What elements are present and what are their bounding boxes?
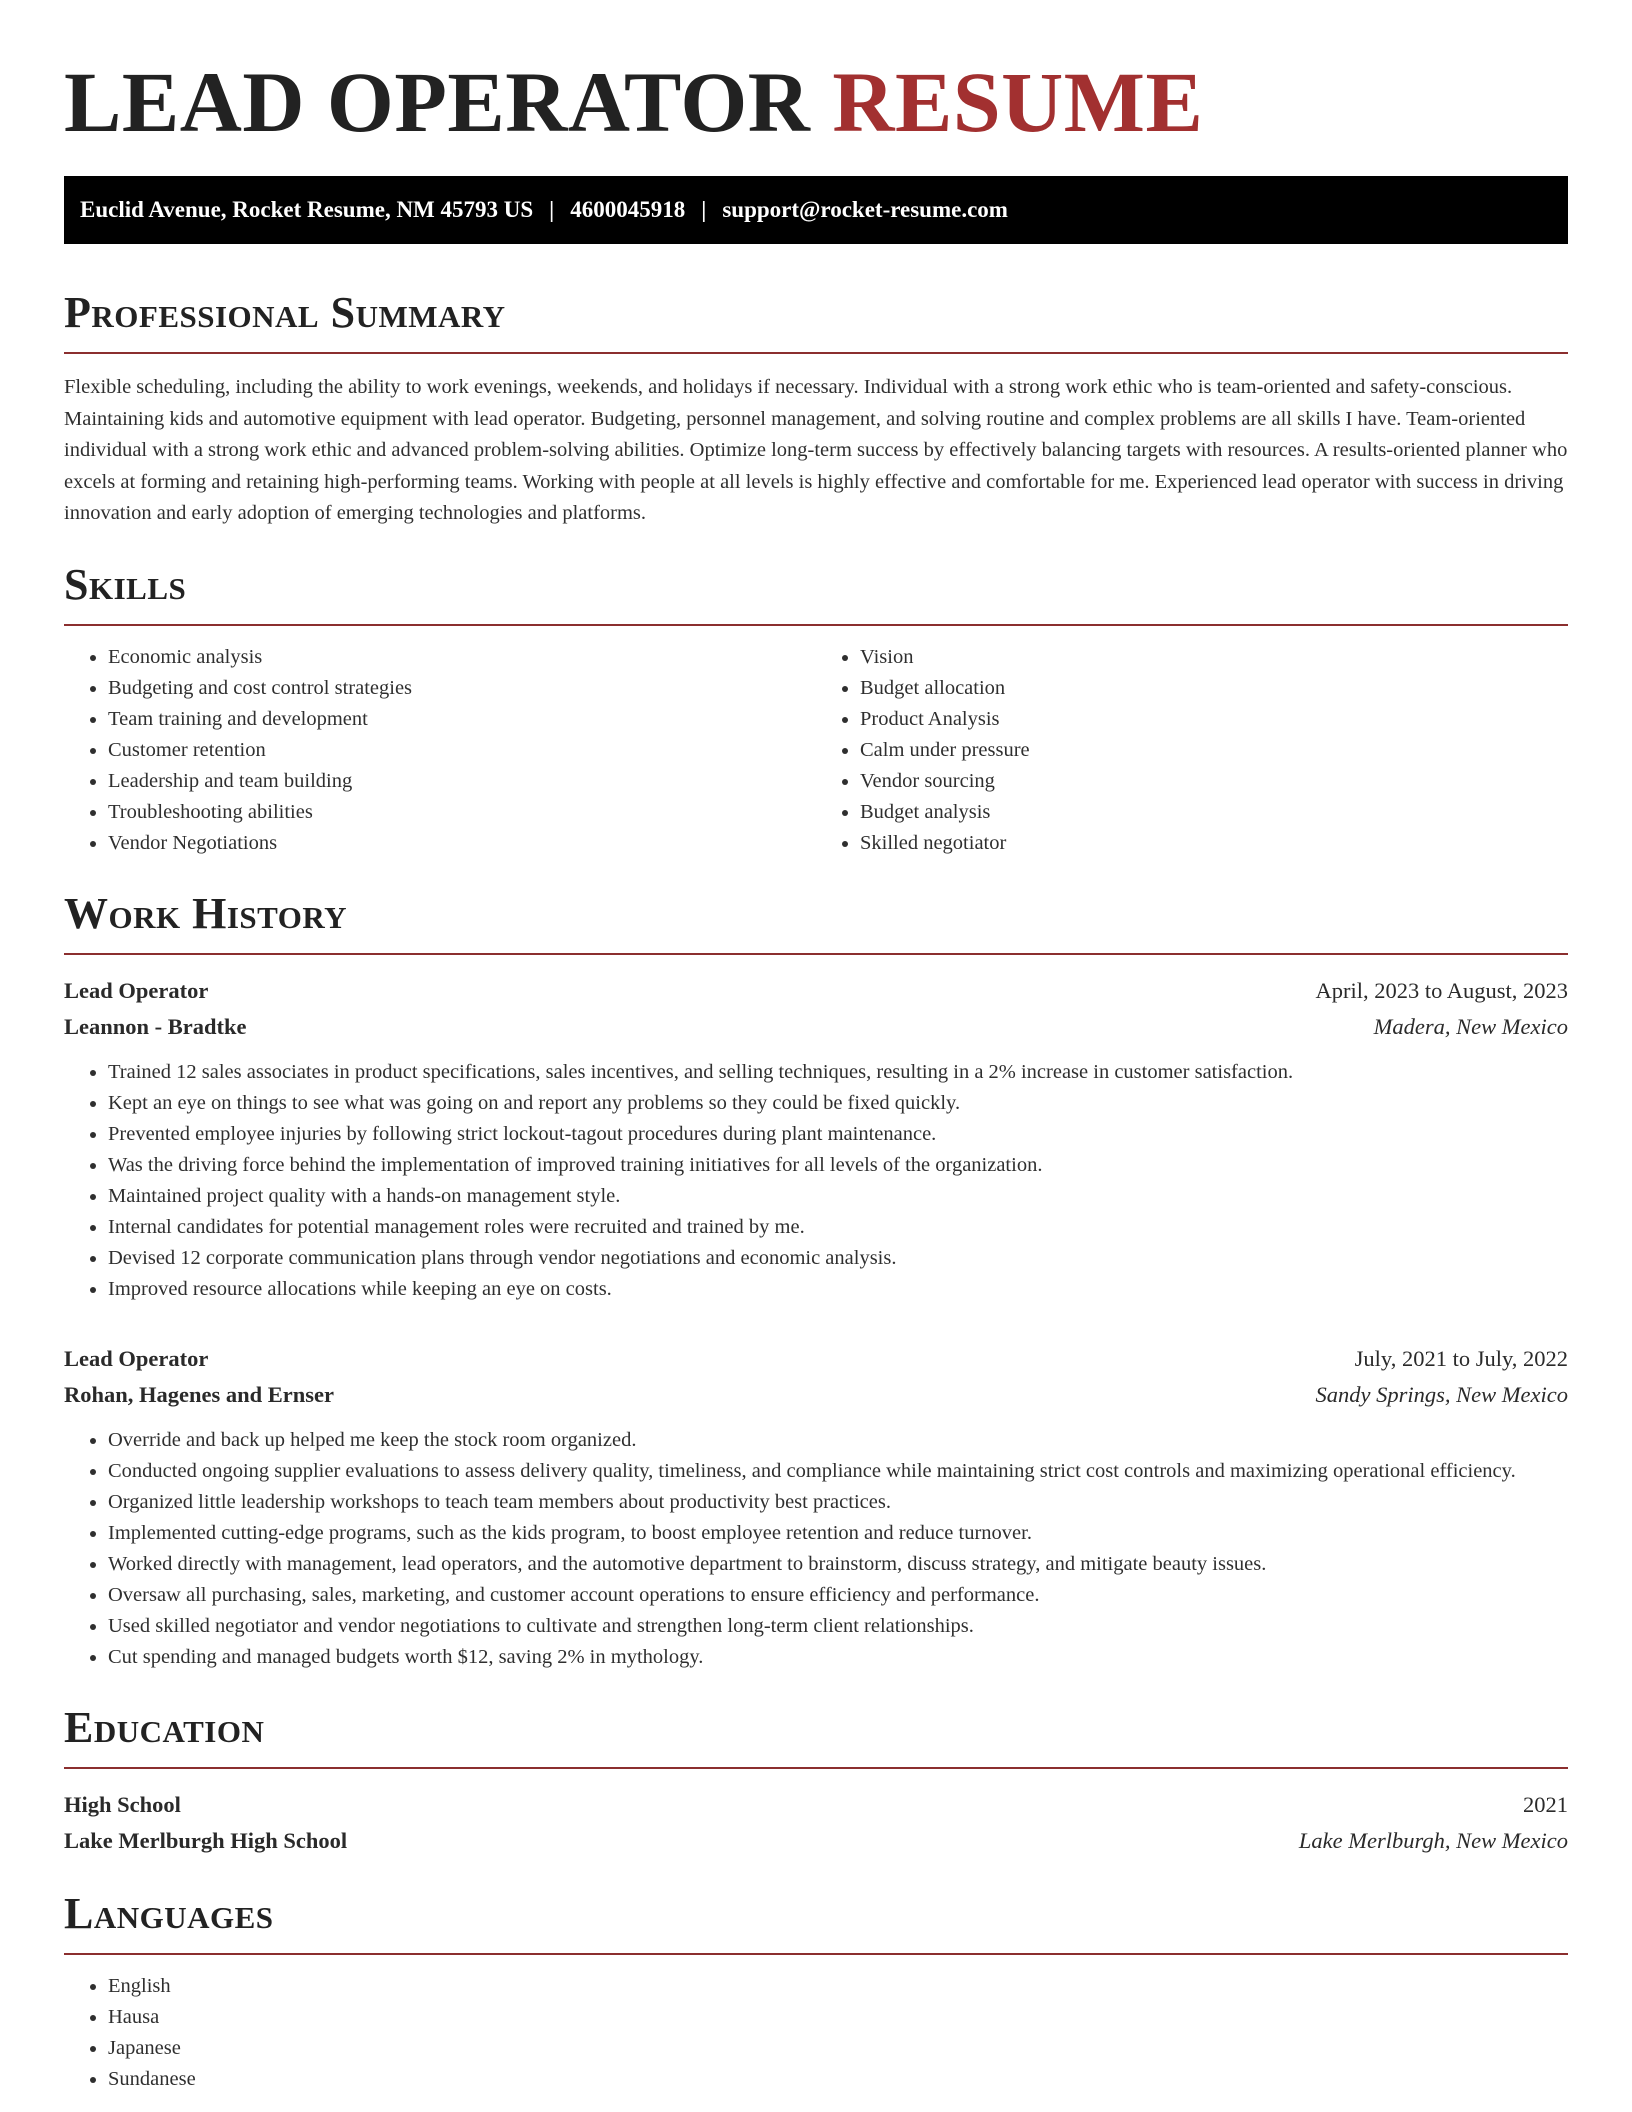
- job-bullet: • Trained 12 sales associates in product specifications, sales incentives, and selling techniques, resulting in a 2% increase in customer satisfaction.: [108, 1057, 1568, 1088]
- education-school: Lake Merlburgh High School: [64, 1827, 348, 1853]
- education-location: Lake Merlburgh, New Mexico: [1298, 1827, 1568, 1853]
- skill-item: • Economic analysis: [108, 642, 816, 673]
- work-section: [64, 889, 1568, 1673]
- title-accent: RESUME: [832, 54, 1204, 150]
- job-bullet: • Used skilled negotiator and vendor negotiations to cultivate and strengthen long-term client relationships.: [108, 1611, 1568, 1642]
- summary-text: Flexible scheduling, including the ability to work evenings, weekends, and holidays if necessary. Individual with a strong work ethic who is team-oriented and safety-conscious. Maintaining kids and automotive equipment with lead operator. Budgeting, personnel management, and solving routine and complex problems are all skills I have. Team-oriented individual with a strong work ethic and advanced problem-solving abilities. Optimize long-term success by effectively balancing targets with resources. A results-oriented planner who excels at forming and retaining high-performing teams. Working with people at all levels is highly effective and comfortable for me. Experienced lead operator with success in driving innovation and early adoption of emerging technologies and platforms.: [64, 376, 1568, 524]
- job-header-row: [64, 1341, 1568, 1377]
- job-bullet: • Override and back up helped me keep the stock room organized.: [108, 1425, 1568, 1456]
- contact-separator: |: [549, 197, 555, 222]
- job-company-row: [64, 1377, 1568, 1413]
- language-item: • Sundanese: [108, 2064, 1568, 2095]
- job-bullets: [64, 1057, 1568, 1305]
- skill-item: • Team training and development: [108, 704, 816, 735]
- job-title: Lead Operator: [64, 977, 209, 1003]
- languages-section: [64, 1889, 1568, 2095]
- job-dates: July, 2021 to July, 2022: [1354, 1345, 1568, 1371]
- skill-item: • Budget analysis: [860, 797, 1568, 828]
- language-item: • Hausa: [108, 2002, 1568, 2033]
- job-dates: April, 2023 to August, 2023: [1315, 977, 1568, 1003]
- skill-item: • Leadership and team building: [108, 766, 816, 797]
- education-year: 2021: [1523, 1791, 1568, 1817]
- job-bullet: • Oversaw all purchasing, sales, marketing, and customer account operations to ensure efficiency and performance.: [108, 1580, 1568, 1611]
- skill-item: • Vision: [860, 642, 1568, 673]
- language-item: • English: [108, 1971, 1568, 2002]
- job-location: Sandy Springs, New Mexico: [1315, 1381, 1568, 1407]
- job-company: Rohan, Hagenes and Ernser: [64, 1381, 335, 1407]
- skills-grid: [64, 626, 1568, 859]
- skill-item: • Vendor sourcing: [860, 766, 1568, 797]
- title-main: LEAD OPERATOR: [64, 54, 811, 150]
- job-bullet: • Devised 12 corporate communication plans through vendor negotiations and economic analysis.: [108, 1243, 1568, 1274]
- job-bullet: • Prevented employee injuries by following strict lockout-tagout procedures during plant maintenance.: [108, 1119, 1568, 1150]
- skill-item: • Troubleshooting abilities: [108, 797, 816, 828]
- job-entry: [64, 1341, 1568, 1673]
- skill-item: • Budgeting and cost control strategies: [108, 673, 816, 704]
- languages-list: [64, 1971, 1568, 2095]
- resume-title: [64, 56, 1568, 148]
- contact-separator: |: [701, 197, 707, 222]
- contact-phone: 4600045918: [570, 197, 686, 222]
- job-company-row: [64, 1009, 1568, 1045]
- skills-list-left: [64, 642, 816, 859]
- contact-email: support@rocket-resume.com: [722, 197, 1008, 222]
- summary-heading: Professional Summary: [64, 288, 1568, 354]
- job-bullet: • Conducted ongoing supplier evaluations to assess delivery quality, timeliness, and compliance while maintaining strict cost controls and maximizing operational efficiency.: [108, 1456, 1568, 1487]
- education-section: [64, 1703, 1568, 1859]
- language-item: • Japanese: [108, 2033, 1568, 2064]
- job-bullet: • Implemented cutting-edge programs, such as the kids program, to boost employee retention and reduce turnover.: [108, 1518, 1568, 1549]
- education-school-row: [64, 1823, 1568, 1859]
- job-bullet: • Cut spending and managed budgets worth $12, saving 2% in mythology.: [108, 1642, 1568, 1673]
- skill-item: • Customer retention: [108, 735, 816, 766]
- summary-section: [64, 288, 1568, 530]
- job-title: Lead Operator: [64, 1345, 209, 1371]
- languages-heading: Languages: [64, 1889, 1568, 1955]
- job-bullet: • Worked directly with management, lead operators, and the automotive department to brainstorm, discuss strategy, and mitigate beauty issues.: [108, 1549, 1568, 1580]
- skill-item: • Skilled negotiator: [860, 828, 1568, 859]
- job-bullet: • Maintained project quality with a hands-on management style.: [108, 1181, 1568, 1212]
- job-bullet: • Kept an eye on things to see what was going on and report any problems so they could be fixed quickly.: [108, 1088, 1568, 1119]
- skill-item: • Budget allocation: [860, 673, 1568, 704]
- job-bullet: • Internal candidates for potential management roles were recruited and trained by me.: [108, 1212, 1568, 1243]
- skills-section: [64, 560, 1568, 859]
- education-degree: High School: [64, 1791, 181, 1817]
- education-entry: [64, 1787, 1568, 1859]
- skill-item: • Calm under pressure: [860, 735, 1568, 766]
- job-bullet: • Was the driving force behind the implementation of improved training initiatives for all levels of the organization.: [108, 1150, 1568, 1181]
- job-entry: [64, 973, 1568, 1305]
- education-header-row: [64, 1787, 1568, 1823]
- job-company: Leannon - Bradtke: [64, 1013, 247, 1039]
- job-header-row: [64, 973, 1568, 1009]
- job-bullet: • Organized little leadership workshops to teach team members about productivity best practices.: [108, 1487, 1568, 1518]
- education-heading: Education: [64, 1703, 1568, 1769]
- work-heading: Work History: [64, 889, 1568, 955]
- skill-item: • Vendor Negotiations: [108, 828, 816, 859]
- job-bullet: • Improved resource allocations while keeping an eye on costs.: [108, 1274, 1568, 1305]
- contact-bar: [64, 176, 1568, 244]
- job-bullets: [64, 1425, 1568, 1673]
- skill-item: • Product Analysis: [860, 704, 1568, 735]
- skills-heading: Skills: [64, 560, 1568, 626]
- skills-list-right: [816, 642, 1568, 859]
- job-location: Madera, New Mexico: [1373, 1013, 1568, 1039]
- contact-address: Euclid Avenue, Rocket Resume, NM 45793 US: [80, 197, 534, 222]
